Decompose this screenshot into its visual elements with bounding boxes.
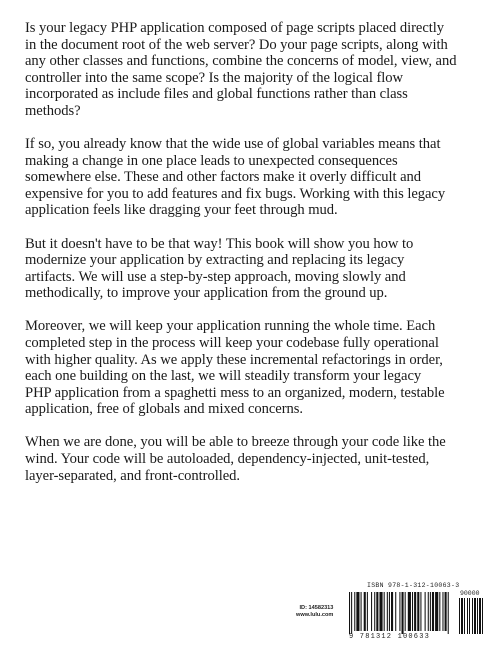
back-cover-text bbox=[25, 20, 485, 501]
barcode-bar bbox=[435, 592, 438, 631]
barcode-bar bbox=[391, 592, 393, 631]
barcode-addon-bar bbox=[482, 598, 483, 634]
paragraph-4: Moreover, we will keep your application running the whole time. Each completed step in the process will keep your codebase fully operational with higher quality. As we apply these incremental refactorings in order, each one building on the last, we will steadily transform your legacy PHP application from a spaghetti mess to an organized, modern, testable application, free of globals and mixed concerns. bbox=[25, 318, 445, 418]
barcode-bar bbox=[408, 592, 411, 631]
barcode-bar bbox=[420, 592, 421, 631]
barcode-addon-bar bbox=[464, 598, 465, 634]
barcode-bar bbox=[425, 592, 426, 631]
barcode-bar bbox=[399, 592, 400, 631]
barcode-digits: 9 781312 100633 bbox=[349, 633, 431, 641]
isbn-number: ISBN 978-1-312-10063-3 bbox=[367, 582, 460, 589]
lulu-site: www.lulu.com bbox=[296, 612, 334, 618]
barcode-bar bbox=[351, 592, 352, 634]
barcode-bar bbox=[430, 592, 431, 631]
lulu-label bbox=[296, 605, 333, 619]
barcode-bar bbox=[389, 592, 390, 631]
barcode-bar bbox=[367, 592, 368, 631]
barcode-addon-bar bbox=[474, 598, 476, 634]
barcode-bar bbox=[448, 592, 449, 634]
barcode-addon-bar bbox=[459, 598, 460, 634]
barcode-bar bbox=[432, 592, 434, 631]
lulu-id: ID: 14582313 bbox=[299, 605, 334, 611]
barcode-bars bbox=[337, 590, 487, 634]
barcode-bar bbox=[349, 592, 350, 634]
barcode-bar bbox=[405, 592, 406, 631]
barcode-bar bbox=[376, 592, 378, 631]
barcode-bar bbox=[395, 592, 396, 631]
paragraph-3: But it doesn't have to be that way! This book will show you how to modernize your application by extracting and replacing its legacy artifacts. We will use a step-by-step approach, moving slowly and methodically, to improve your application from the ground up. bbox=[25, 235, 414, 302]
barcode-addon-bar bbox=[479, 598, 481, 634]
barcode-bar bbox=[387, 592, 388, 631]
paragraph-5: When we are done, you will be able to breeze through your code like the wind. Your code will be autoloaded, dependency-injected, unit-tested, layer-separated, and front-controlled. bbox=[25, 434, 446, 484]
barcode-bar bbox=[402, 592, 404, 634]
barcode-addon-bar bbox=[461, 598, 463, 634]
barcode-bar bbox=[428, 592, 429, 631]
paragraph-2: If so, you already know that the wide use of global variables means that making a change in one place leads to unexpected consequences somewhere else. These and other factors make it overly difficult and expensive for you to add features and fix bugs. Working with this legacy application feels like dragging your feet through mud. bbox=[25, 136, 446, 219]
barcode-bar bbox=[417, 592, 419, 631]
barcode-addon-bar bbox=[469, 598, 470, 634]
barcode-bar bbox=[354, 592, 355, 631]
barcode-bar bbox=[371, 592, 372, 631]
barcode-addon-bar bbox=[467, 598, 468, 634]
price-code: 90000 bbox=[460, 590, 480, 597]
barcode-bar bbox=[379, 592, 382, 631]
barcode-bar bbox=[439, 592, 440, 631]
barcode-bar bbox=[445, 592, 447, 631]
isbn-barcode bbox=[337, 582, 487, 642]
barcode-bar bbox=[361, 592, 362, 631]
barcode-addon-bar bbox=[477, 598, 478, 634]
barcode-bar bbox=[412, 592, 413, 631]
barcode-bar bbox=[356, 592, 359, 631]
barcode-addon-bar bbox=[472, 598, 473, 634]
barcode-bar bbox=[442, 592, 443, 631]
barcode-bar bbox=[364, 592, 366, 631]
barcode-bar bbox=[414, 592, 416, 631]
barcode-bar bbox=[374, 592, 375, 631]
paragraph-1: Is your legacy PHP application composed of page scripts placed directly in the document root of the web server? Do your page scripts, along with any other classes and functions, combine the concerns of model, view, and controller into the same scope? Is the majority of the logical flow incorporated as include files and global functions rather than class methods? bbox=[25, 20, 457, 119]
barcode-bar bbox=[384, 592, 385, 631]
